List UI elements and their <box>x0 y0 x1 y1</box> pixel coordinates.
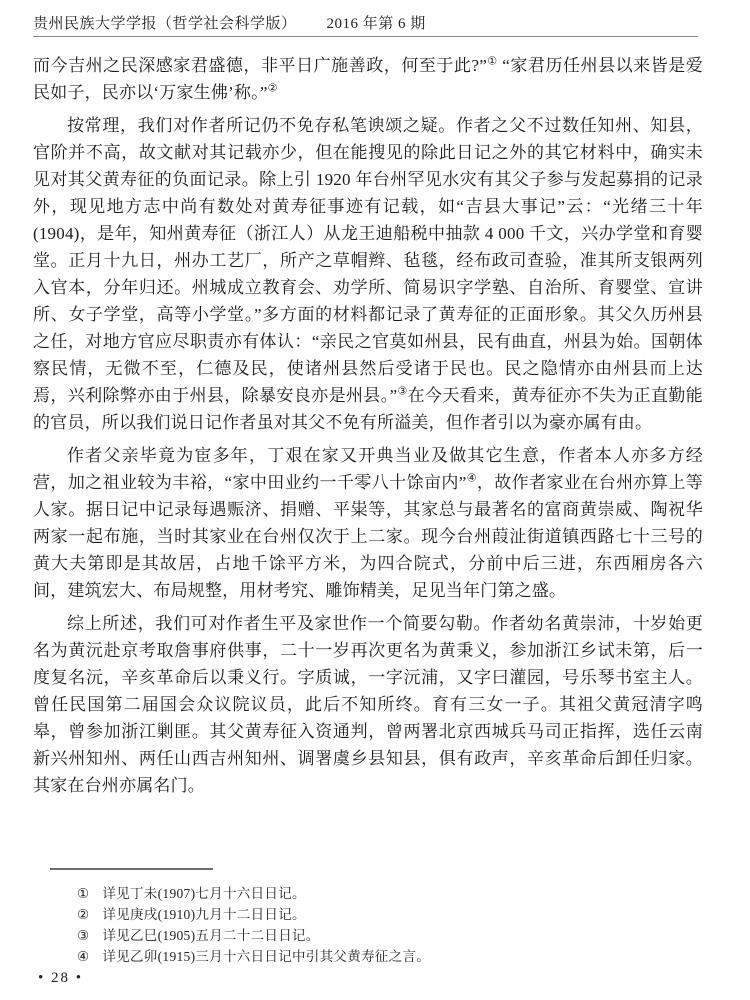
footnote-item <box>33 904 703 925</box>
paragraph-text: 综上所述，我们可对作者生平及家世作一个简要勾勒。作者幼名黄崇沛，十岁始更名为黄沅赴京考取詹事府供事，二十一岁再次更名为黄秉义，参加浙江乡试未第，后一度复名沅，辛亥革命后以秉义行。字质诚，一字沅浦，又字曰灌园，号乐琴书室主人。曾任民国第二届国会众议院议员，此后不知所终。育有三女一子。其祖父黄冠清字鸣皋，曾参加浙江剿匪。其父黄寿征入资通判，曾两署北京西城兵马司正指挥，选任云南新兴州知州、两任山西吉州知州、调署虞乡县知县，俱有政声，辛亥革命后卸任归家。其家在台州亦属名门。 <box>33 614 703 795</box>
footnote-list <box>33 883 703 967</box>
footnote-marker: ④ <box>77 949 90 964</box>
paragraph <box>33 610 703 799</box>
footnote-text: 详见乙卯(1915)三月十六日日记中引其父黄寿征之言。 <box>102 949 430 964</box>
footnote-marker: ③ <box>77 928 90 943</box>
paragraph-text: 在今天看来，黄寿征亦不失为正直勤能的官员，所以我们说日记作者虽对其父不免有所溢美，但作者引以为豪亦属有由。 <box>33 386 703 432</box>
footnote-item <box>33 925 703 946</box>
footnote-item <box>33 883 703 904</box>
paragraph <box>33 52 703 106</box>
footnote-text: 详见乙巳(1905)五月二十二日日记。 <box>102 928 320 943</box>
article-body <box>33 52 703 805</box>
paragraph-text: 按常理，我们对作者所记仍不免存私笔谀颂之疑。作者之父不过数任知州、知县，官阶并不高，故文献对其记载亦少，但在能搜见的除此日记之外的其它材料中，确实未见对其父黄寿征的负面记录。除上引 1920 年台州罕见水灾有其父子参与发起募捐的记录外，现见地方志中尚有数处对黄寿征事迹有记载，如“吉县大事记”云：“光绪三十年(1904)，是年，知州黄寿征（浙江人）从龙王迪船税中抽款 4 000 千文，兴办学堂和育婴堂。正月十九日，州办工艺厂，所产之草帽辫、毡毯，经布政司查验，准其所支银两列入官本，分年归还。州城成立教育会、劝学所、简易识字学塾、自治所、育婴堂、宣讲所、女子学堂，高等小学堂。”多方面的材料都记录了黄寿征的正面形象。其父久历州县之任，对地方官应尽职责亦有体认：“亲民之官莫如州县，民有曲直，州县为始。国朝体察民情，无微不至，仁德及民，使诸州县然后受诸于民也。民之隐情亦由州县而上达焉，兴利除弊亦由于州县，除暴安良亦是州县。” <box>33 116 703 405</box>
paragraph-text: 而今吉州之民深感家君盛德，非平日广施善政，何至于此?” <box>33 56 487 75</box>
footnote-ref: ① <box>486 55 498 68</box>
footnote-marker: ② <box>77 907 90 922</box>
paragraph-text: “家君历任州县以来皆是爱民如子，民亦以‘万家生佛’称。” <box>33 56 703 102</box>
paragraph <box>33 112 703 436</box>
journal-title: 贵州民族大学学报（哲学社会科学版） <box>33 16 297 32</box>
footnote-text: 详见丁未(1907)七月十六日日记。 <box>102 886 306 901</box>
page-number: • 28 • <box>38 970 84 986</box>
running-header <box>33 12 703 33</box>
footnote-text: 详见庚戌(1910)九月十二日日记。 <box>102 907 306 922</box>
footnotes-section <box>33 868 703 967</box>
header-rule <box>33 36 698 37</box>
footnote-ref: ④ <box>466 472 477 485</box>
paragraph <box>33 442 703 604</box>
footnote-marker: ① <box>77 886 90 901</box>
journal-issue: 2016 年第 6 期 <box>326 16 426 32</box>
paragraph-text: 作者父亲毕竟为宦多年，丁艰在家又开典当业及做其它生意，作者本人亦多方经营，加之祖业较为丰裕，“家中田业约一千零八十馀亩内” <box>33 446 703 492</box>
footnote-ref: ③ <box>397 385 408 398</box>
paragraph-text: ，故作者家业在台州亦算上等人家。据日记中记录每遇赈济、捐赠、平粜等，其家总与最著名的富商黄崇威、陶祝华两家一起布施，当时其家业在台州仅次于上二家。现今台州葭沚街道镇西路七十三号的黄大夫第即是其故居，占地千馀平方米，为四合院式，分前中后三进，东西厢房各六间，建筑宏大、布局规整，用材考究、雕饰精美，足见当年门第之盛。 <box>33 473 703 600</box>
footnote-divider <box>50 868 213 870</box>
footnote-item <box>33 946 703 967</box>
footnote-ref: ② <box>267 82 278 95</box>
